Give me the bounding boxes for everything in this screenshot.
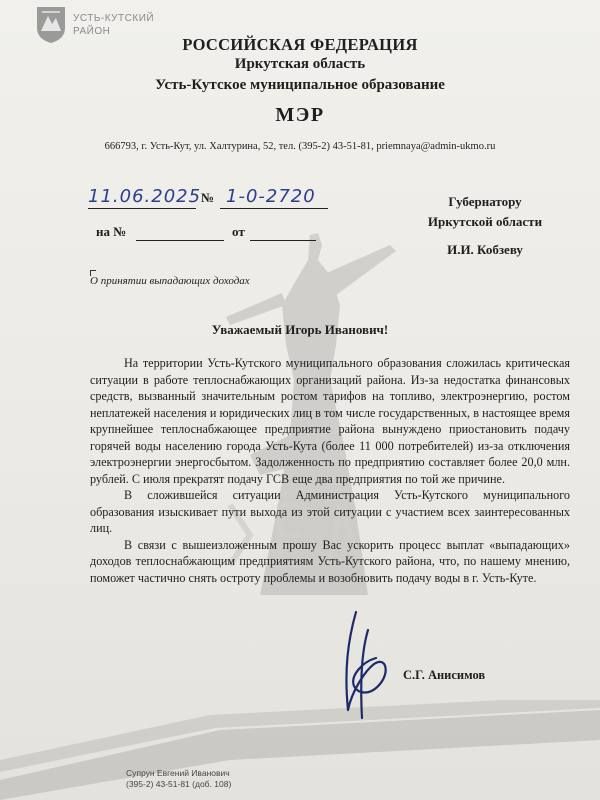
header-municipality: Усть-Кутское муниципальное образование (155, 77, 445, 93)
paragraph-3: В связи с вышеизложенным прошу Вас ускорить процесс выплат «выпадающих» доходов теплоснабжающим предприятиям Усть-Кутского района, что, по нашему мнению, поможет частично снять остроту проблемы и возобновить подачу воды в г. Усть-Куте. (90, 537, 570, 585)
ribbon-watermark (0, 700, 600, 800)
reply-from-label: от (232, 224, 245, 239)
header-address: 666793, г. Усть-Кут, ул. Халтурина, 52, тел. (395-2) 43-51-81, priemnaya@admin-ukmo.ru (104, 141, 496, 152)
paragraph-2: В сложившейся ситуации Администрация Усть-Кутского муниципального образования изыскивает пути выхода из этой ситуации с участием всех заинтересованных лиц. (90, 488, 570, 535)
logo-line-2: РАЙОН (73, 26, 111, 37)
letter-body (90, 355, 570, 586)
greeting: Уважаемый Игорь Иванович! (211, 322, 389, 337)
reply-number-label: на № (96, 224, 127, 239)
registration-number: 1-0-2720 (226, 186, 316, 207)
logo-line-1: УСТЬ-КУТСКИЙ (73, 13, 155, 24)
recipient-region: Иркутской области (427, 214, 543, 229)
recipient-title: Губернатору (448, 194, 522, 209)
executor-phone: (395-2) 43-51-81 (доб. 108) (126, 779, 232, 789)
executor-info (126, 768, 231, 790)
header-region: Иркутская область (234, 56, 366, 72)
signer-name: С.Г. Анисимов (403, 668, 486, 682)
recipient-name: И.И. Кобзеву (447, 242, 523, 257)
executor-name: Супрун Евгений Иванович (126, 768, 230, 778)
reply-from-underline (250, 240, 316, 241)
paragraph-1: На территории Усть-Кутского муниципального образования сложилась критическая ситуации в работе теплоснабжающих организаций района. Из-за недостатка финансовых средств, вызванный значительным ростом тарифов на топливо, электроэнергию, ростом неплатежей населения и юридических лиц в том числе государственных, в настоящее время крупнейшее теплоснабжающее предприятие района вынуждено приостановить подачу горячей воды населению города Усть-Кута (более 11 000 потребителей) из-за отключения электроэнергии энергосбытом. Задолженность по предприятию составляет более 20,0 млн. рублей. С июля прекратят подачу ГСВ еще два предприятия по той же причине. (90, 356, 570, 486)
handwritten-signature (318, 610, 408, 720)
date-underline (88, 208, 196, 209)
recipient-block (400, 192, 570, 260)
header-office: МЭР (275, 104, 325, 126)
number-underline (220, 208, 328, 209)
number-label: № (201, 190, 215, 205)
registration-date: 11.06.2025 (88, 186, 202, 207)
header-country: РОССИЙСКАЯ ФЕДЕРАЦИЯ (182, 35, 418, 54)
letter-subject: О принятии выпадающих доходах (90, 275, 250, 287)
reply-number-underline (136, 240, 224, 241)
